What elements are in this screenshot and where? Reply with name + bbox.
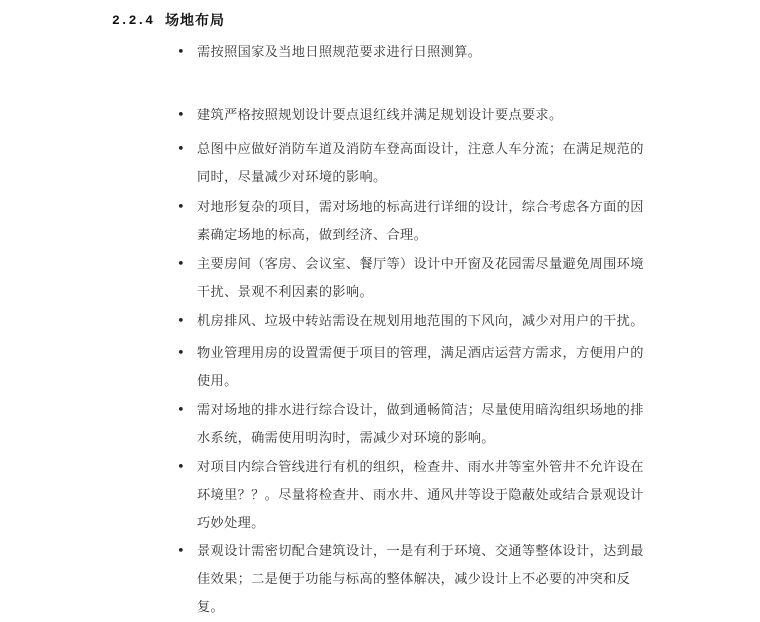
- list-item-text: 景观设计需密切配合建筑设计，一是有利于环境、交通等整体设计，达到最佳效果；二是便于功能与标高的整体解决，减少设计上不必要的冲突和反复。: [197, 544, 644, 615]
- list-item-text: 需对场地的排水进行综合设计，做到通畅简洁；尽量使用暗沟组织场地的排水系统，确需使用明沟时，需减少对环境的影响。: [197, 403, 644, 446]
- section-heading: [112, 9, 225, 31]
- list-item: [177, 194, 657, 250]
- list-item-text: 物业管理用房的设置需便于项目的管理，满足酒店运营方需求，方便用户的使用。: [197, 346, 644, 389]
- bullet-icon: •: [177, 346, 185, 361]
- bullet-icon: •: [177, 45, 185, 60]
- list-item-text: 对项目内综合管线进行有机的组织，检查井、雨水井等室外管井不允许设在环境里？？。尽量将检查井、雨水井、通风井等设于隐蔽处或结合景观设计巧妙处理。: [197, 460, 644, 531]
- list-item-text: 机房排风、垃圾中转站需设在规划用地范围的下风向，减少对用户的干扰。: [197, 314, 644, 329]
- list-item: [177, 136, 657, 192]
- bullet-icon: •: [177, 142, 185, 157]
- list-item: [177, 102, 657, 130]
- list-item: [177, 397, 657, 453]
- list-item-text: 建筑严格按照规划设计要点退红线并满足规划设计要点要求。: [197, 108, 563, 123]
- list-item: [177, 340, 657, 396]
- section-title: 场地布局: [165, 13, 225, 29]
- bullet-icon: •: [177, 544, 185, 559]
- list-item: [177, 308, 657, 336]
- list-item: [177, 39, 657, 67]
- bullet-icon: •: [177, 257, 185, 272]
- bullet-icon: •: [177, 314, 185, 329]
- list-item: [177, 454, 657, 538]
- list-item-text: 主要房间（客房、会议室、餐厅等）设计中开窗及花园需尽量避免周围环境干扰、景观不利因素的影响。: [197, 257, 644, 300]
- section-number: 2.2.4: [112, 12, 154, 28]
- list-item-text: 总图中应做好消防车道及消防车登高面设计，注意人车分流；在满足规范的同时，尽量减少对环境的影响。: [197, 142, 644, 185]
- bullet-icon: •: [177, 108, 185, 123]
- list-item-text: 对地形复杂的项目，需对场地的标高进行详细的设计，综合考虑各方面的因素确定场地的标高，做到经济、合理。: [197, 200, 644, 243]
- list-item: [177, 251, 657, 307]
- list-item: [177, 538, 657, 622]
- bullet-icon: •: [177, 200, 185, 215]
- bullet-icon: •: [177, 403, 185, 418]
- list-item-text: 需按照国家及当地日照规范要求进行日照测算。: [197, 45, 482, 60]
- bullet-icon: •: [177, 460, 185, 475]
